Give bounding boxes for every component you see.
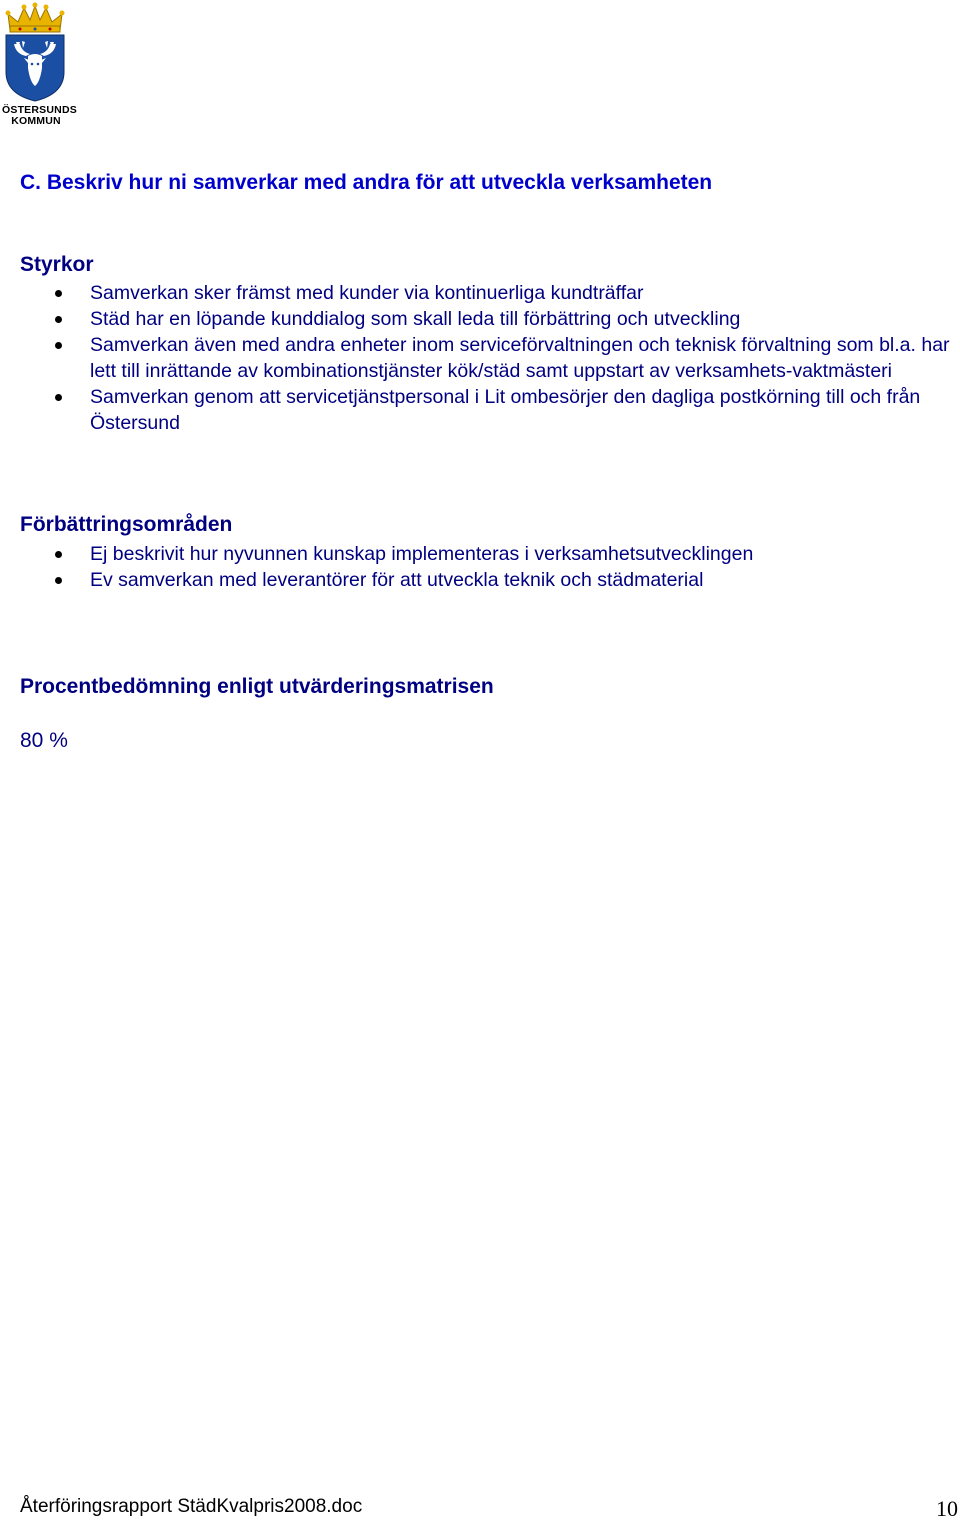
logo-text-line2: KOMMUN [11, 115, 61, 127]
footer-document-name: Återföringsrapport StädKvalpris2008.doc [20, 1496, 363, 1517]
list-item-text: Samverkan genom att servicetjänstpersonal i Lit ombesörjer den dagliga postkörning till och från Östersund [90, 386, 921, 434]
bullet-icon [55, 577, 62, 584]
bullet-icon [55, 551, 62, 558]
strengths-heading: Styrkor [20, 253, 94, 276]
logo-text-line1: ÖSTERSUNDS [2, 104, 77, 116]
list-item [0, 332, 960, 384]
bullet-icon [55, 316, 62, 323]
list-item-text: Samverkan sker främst med kunder via kontinuerliga kundträffar [90, 282, 644, 304]
section-title: C. Beskriv hur ni samverkar med andra för att utveckla verksamheten [20, 171, 713, 194]
list-item [0, 280, 960, 306]
bullet-icon [55, 394, 62, 401]
bullet-icon [55, 290, 62, 297]
list-item-text: Städ har en löpande kunddialog som skall leda till förbättring och utveckling [90, 308, 741, 330]
list-item-text: Samverkan även med andra enheter inom serviceförvaltningen och teknisk förvaltning som bl.a. har lett till inrättande av kombinationstjänster kök/städ samt uppstart av verksamhets-vaktmästeri [90, 334, 950, 382]
list-item [0, 384, 960, 436]
crown-icon [6, 3, 65, 33]
bullet-icon [55, 342, 62, 349]
coat-of-arms-icon [2, 2, 68, 102]
improvements-list [0, 541, 960, 593]
assessment-heading: Procentbedömning enligt utvärderingsmatrisen [20, 675, 494, 698]
list-item-text: Ej beskrivit hur nyvunnen kunskap implementeras i verksamhetsutvecklingen [90, 543, 754, 565]
list-item [0, 541, 960, 567]
list-item-text: Ev samverkan med leverantörer för att utveckla teknik och städmaterial [90, 569, 704, 591]
improvements-heading: Förbättringsområden [20, 513, 233, 536]
page-number: 10 [936, 1496, 958, 1521]
municipality-logo [2, 2, 77, 128]
list-item [0, 306, 960, 332]
assessment-value: 80 % [20, 729, 68, 752]
strengths-list [0, 280, 960, 436]
list-item [0, 567, 960, 593]
